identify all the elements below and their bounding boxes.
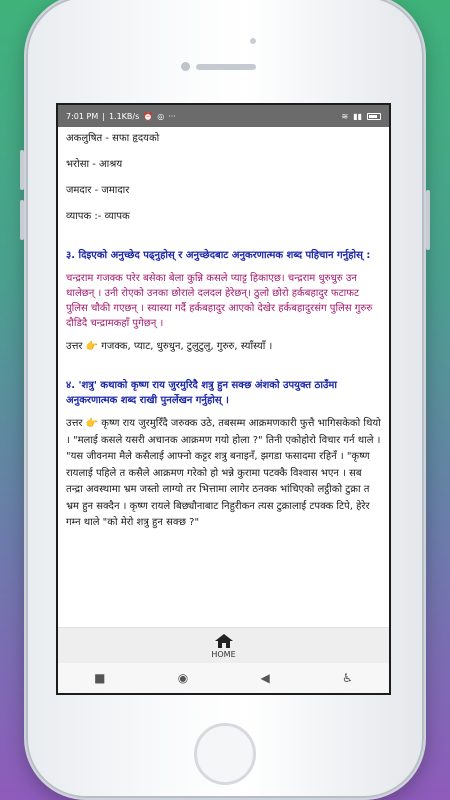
power-button [426,190,430,250]
sync-icon: ◎ [157,111,165,121]
volume-up-button [20,150,24,190]
vocab-item: जमदार - जमादार [66,185,130,196]
battery-icon [367,113,381,120]
app-screen [56,103,391,695]
camera-icon [181,62,190,71]
speaker-grille [196,64,256,70]
answer-4: उत्तर 👉 कृष्ण राय जुरमुरिँदै जरुक्क उठे, तबसम्म आक्रमणकारी फुत्तै भागिसकेको थियो । "मलाई कसले यसरी अचानक आक्रमण गयो होला ?" तिनी एकोहोरो विचार गर्न थाले । "यस जीवनमा मैले कसैलाई आफ्नो कट्टर शत्रु बनाइनँ, झगडा फसादमा रहिनँ । "कृष्ण रायलाई पहिले त कसैले आक्रमण गरेको हो भन्ने कुरामा पटक्कै विश्वास भएन । सब तन्द्रा अवस्थामा भ्रम जस्तो लाग्यो तर भित्तामा लागेर ठनक्क भांचिएको लट्ठीको टुक्रा त भ्रम हुन सक्दैन । कृष्ण रायले बिछ्यौनाबाट निहुरीकन त्यस टुक्रालाई टपक्क टिपे, हेरेर गम्न थाले "को मेरो शत्रु हुन सक्छ ?" [66,418,381,528]
bottom-navigation [58,627,389,663]
home-icon[interactable] [214,633,234,649]
question-4: ४. 'शत्रु' कथाको कृष्ण राय जुरमुरिदै शत्रु हुन सक्छ अंशको उपयुक्त ठाउँमा अनुकरणात्मक शब्द राखी पुनर्लेखन गर्नुहोस् । [66,380,337,406]
hardware-home-button[interactable] [194,723,256,785]
wifi-icon: ≋ [341,111,349,121]
vocab-item: अकलुषित - सफा हृदयको [66,133,160,144]
front-sensor [250,38,256,44]
volume-down-button [20,200,24,240]
lesson-content [58,127,389,627]
vocab-item: भरोसा - आश्रय [66,159,123,170]
status-time: 7:01 PM [66,111,99,121]
passage-text: चन्द्रराम गजक्क परेर बसेका बेला कुन्नि कसले प्याट्ट हिकाएछ। चन्द्रराम धुरुधुरु उन थालेछन् । उनी रोएको उनका छोराले दलदल हेरेछन्। ठुलो छोरो हर्कबहादुर फटाफट पुलिस चौकी गएछन् । स्यास्या गर्दै हर्कबहादुर आएको देखेर हर्कबहादुरसंग पुलिस गुरुरु दौडिदै चन्द्रामकहाँ पुगेछन् । [66,273,373,329]
question-3: ३. दिइएको अनुच्छेद पढ्नुहोस् र अनुच्छेदबाट अनुकरणात्मक शब्द पहिचान गर्नुहोस् : [66,250,371,261]
accessibility-icon[interactable]: ♿ [342,671,353,685]
back-icon[interactable]: ◀ [260,671,270,685]
notification-icon: ⏰ [143,111,154,121]
status-bar: 7:01 PM | 1.1KB/s ⏰ ◎ ··· ≋ ▮▮ [58,105,389,127]
signal-icon: ▮▮ [353,111,362,121]
system-navigation-bar [58,663,389,693]
answer-3: उत्तर 👉 गजक्क, प्याट, धुरुधुन, टुलुटुलु, गुरुरु, स्याँस्याँ । [66,341,273,352]
status-speed: 1.1KB/s [108,111,140,121]
more-icon: ··· [168,111,176,121]
recent-apps-icon[interactable]: ■ [94,671,106,685]
vocab-item: व्यापक :- व्यापक [66,211,130,222]
home-tab-label[interactable]: HOME [211,649,236,659]
home-circle-icon[interactable]: ◉ [177,671,189,685]
